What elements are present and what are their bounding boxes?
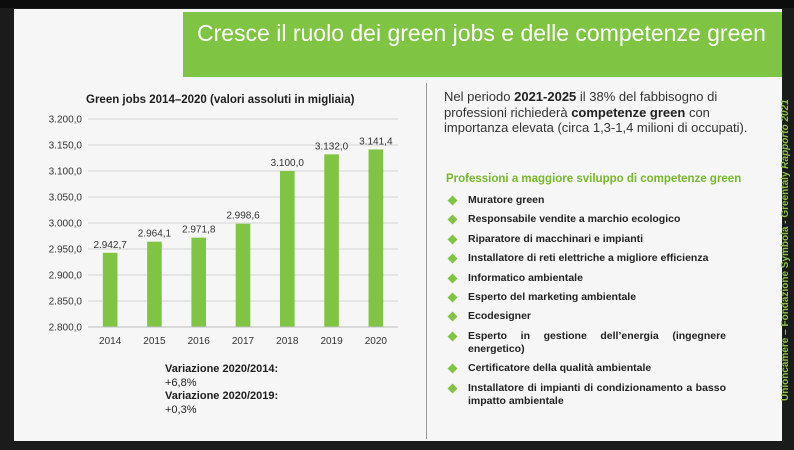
intro-part2: il 38% del fabbisogno di professioni richiederà <box>444 89 718 120</box>
source-italic: Rapporto 2021 <box>780 99 791 169</box>
bar <box>280 171 295 327</box>
list-item <box>446 330 726 356</box>
list-item <box>446 272 726 285</box>
profession-label: Certificatore della qualità ambientale <box>468 362 652 375</box>
diamond-bullet-icon <box>448 331 458 341</box>
diamond-bullet-icon <box>448 293 458 303</box>
y-tick-label: 3.000,0 <box>48 218 82 230</box>
bar <box>103 253 118 327</box>
bar <box>236 224 251 327</box>
y-tick-label: 3.100,0 <box>48 166 82 178</box>
diamond-bullet-icon <box>448 383 458 393</box>
variation-label-2019: Variazione 2020/2019: <box>165 390 279 403</box>
bar <box>147 242 162 327</box>
variation-value-2019: +0,3% <box>165 403 197 416</box>
bar <box>369 149 384 327</box>
diamond-bullet-icon <box>448 312 458 322</box>
list-item <box>446 233 726 246</box>
bar-value-label: 3.141,4 <box>359 136 393 148</box>
list-item <box>446 213 726 226</box>
bar-value-label: 3.100,0 <box>270 158 304 169</box>
variation-value-2014: +6,8% <box>165 376 197 389</box>
list-item <box>446 382 726 408</box>
bar-value-label: 2.942,7 <box>93 239 127 251</box>
bar <box>191 238 206 327</box>
profession-label: Ecodesigner <box>468 310 532 323</box>
intro-part1: Nel periodo <box>444 89 515 104</box>
y-tick-label: 3.150,0 <box>48 140 82 152</box>
diamond-bullet-icon <box>448 254 458 264</box>
intro-part3: con importanza elevata (circa 1,3-1,4 milioni di occupati). <box>444 104 748 135</box>
y-tick-label: 2.900,0 <box>48 270 82 282</box>
profession-label: Responsabile vendite a marchio ecologico <box>468 213 681 226</box>
y-tick-label: 2.800,0 <box>48 322 82 334</box>
profession-label: Installatore di impianti di condizionamento a basso impatto ambientale <box>468 381 726 407</box>
source-text: Unioncamere – Fondazione Symbola - Greentaly <box>780 168 791 401</box>
list-item <box>446 194 726 207</box>
y-tick-label: 2.950,0 <box>48 244 82 256</box>
intro-highlight: competenze green <box>571 104 686 120</box>
list-item <box>446 252 726 265</box>
x-tick-label: 2020 <box>364 336 387 347</box>
intro-paragraph <box>444 89 754 136</box>
x-tick-label: 2014 <box>99 336 122 347</box>
diamond-bullet-icon <box>448 215 458 225</box>
list-item <box>446 291 726 304</box>
diamond-bullet-icon <box>448 364 458 374</box>
diamond-bullet-icon <box>448 234 458 244</box>
profession-label: Installatore di reti elettriche a migliore efficienza <box>468 252 709 265</box>
intro-period: 2021-2025 <box>514 89 577 104</box>
bar <box>324 154 339 327</box>
vertical-divider <box>426 83 427 439</box>
chart-title: Green jobs 2014–2020 (valori assoluti in migliaia) <box>86 94 355 106</box>
profession-label: Esperto del marketing ambientale <box>468 290 637 303</box>
bar-value-label: 2.971,8 <box>182 224 216 236</box>
professions-list <box>446 194 726 414</box>
profession-label: Informatico ambientale <box>468 271 583 284</box>
profession-label: Muratore green <box>468 194 545 206</box>
slide <box>14 9 791 441</box>
professions-heading: Professioni a maggiore sviluppo di competenze green <box>446 173 742 185</box>
bar-value-label: 2.964,1 <box>137 228 172 240</box>
list-item <box>446 362 726 375</box>
x-tick-label: 2015 <box>143 336 166 347</box>
source-credit <box>780 99 791 401</box>
diamond-bullet-icon <box>448 273 458 283</box>
y-tick-label: 3.200,0 <box>48 114 82 126</box>
profession-label: Riparatore di macchinari e impianti <box>468 232 644 245</box>
x-tick-label: 2017 <box>231 336 255 347</box>
x-tick-label: 2019 <box>320 336 343 347</box>
x-tick-label: 2016 <box>187 336 210 347</box>
list-item <box>446 310 726 323</box>
window-top-bar <box>0 0 794 8</box>
bar-value-label: 2.998,6 <box>226 210 260 222</box>
bar-chart <box>14 9 434 359</box>
profession-label: Esperto in gestione dell’energia (ingegnere energetico) <box>468 329 726 355</box>
variation-label-2014: Variazione 2020/2014: <box>165 363 279 375</box>
x-tick-label: 2018 <box>276 336 299 347</box>
y-tick-label: 2.850,0 <box>48 296 82 308</box>
bar-value-label: 3.132,0 <box>314 141 349 153</box>
slide-title: Cresce il ruolo dei green jobs e delle competenze green <box>197 20 766 46</box>
y-tick-label: 3.050,0 <box>48 192 82 204</box>
diamond-bullet-icon <box>448 196 458 206</box>
variations-block <box>165 363 278 417</box>
